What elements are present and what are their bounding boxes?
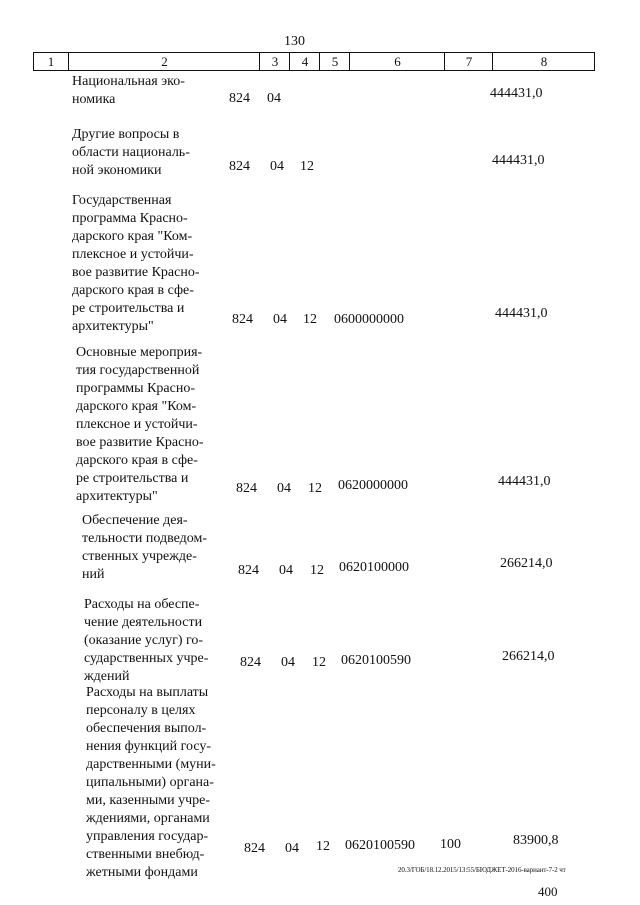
header-col-8: 8 — [492, 53, 595, 70]
cell-c3: 824 — [232, 312, 253, 327]
row-description: Расходы на выплаты персоналу в целях обеспечения выпол- нения функций госу- дарственными (муни- ципальными) органа- ми, казенными учре- ждениями, органами управления государ- ственными внебюд- жетными фондами — [86, 685, 216, 880]
cell-c6: 0620100000 — [339, 560, 409, 575]
cell-c3: 824 — [229, 159, 250, 174]
cell-c6: 0620100590 — [345, 838, 415, 853]
header-col-2: 2 — [68, 53, 260, 70]
cell-c4: 04 — [279, 563, 293, 578]
cell-c8: 444431,0 — [495, 306, 548, 321]
cell-c3: 824 — [238, 563, 259, 578]
cell-c5: 12 — [312, 655, 326, 670]
cell-c6: 0620000000 — [338, 478, 408, 493]
header-col-1: 1 — [47, 54, 55, 69]
cell-c3: 824 — [236, 481, 257, 496]
cell-c8: 266214,0 — [502, 649, 555, 664]
cell-c5: 12 — [316, 839, 330, 854]
table-header — [33, 52, 595, 71]
cell-c4: 04 — [270, 159, 284, 174]
cell-c4: 04 — [273, 312, 287, 327]
cell-c4: 04 — [277, 481, 291, 496]
row-description: Государственная программа Красно- дарского края "Ком- плексное и устойчи- вое развитие Красно- дарского края в сфе- ре строительства и архитектуры" — [72, 193, 200, 334]
cell-c5: 12 — [310, 563, 324, 578]
header-col-3: 3 — [259, 53, 290, 70]
row-description: Обеспечение дея- тельности подведом- ственных учрежде- ний — [82, 513, 208, 582]
page-number: 130 — [284, 34, 305, 49]
cell-c3: 824 — [229, 91, 250, 106]
cell-c8: 266214,0 — [500, 556, 553, 571]
cell-c3: 824 — [240, 655, 261, 670]
header-col-5: 5 — [319, 53, 350, 70]
row-description: Основные мероприя- тия государственной программы Красно- дарского края "Ком- плексное и устойчи- вое развитие Красно- дарского края в сфе- ре строительства и архитектуры" — [76, 345, 204, 504]
header-col-6: 6 — [349, 53, 445, 70]
cell-c3: 824 — [244, 841, 265, 856]
cell-c6: 0600000000 — [334, 312, 404, 327]
header-col-4: 4 — [289, 53, 320, 70]
cell-c5: 12 — [300, 159, 314, 174]
corner-mark: 400 — [538, 884, 558, 899]
cell-c4: 04 — [281, 655, 295, 670]
row-description: Национальная эко- номика — [72, 74, 185, 107]
cell-c8: 83900,8 — [513, 833, 559, 848]
cell-c4: 04 — [267, 91, 281, 106]
cell-c6: 0620100590 — [341, 653, 411, 668]
cell-c7: 100 — [440, 837, 461, 852]
row-description: Расходы на обеспе- чение деятельности (оказание услуг) го- сударственных учре- ждений — [84, 597, 209, 684]
cell-c8: 444431,0 — [498, 474, 551, 489]
cell-c5: 12 — [303, 312, 317, 327]
footer-stamp: 20.3/ГОБ/18.12.2015/13:55/БЮДЖЕТ-2016-вариант-7-2 чт — [398, 866, 566, 874]
header-col-7: 7 — [444, 53, 493, 70]
row-description: Другие вопросы в области националь- ной экономики — [72, 127, 190, 178]
cell-c5: 12 — [308, 481, 322, 496]
cell-c8: 444431,0 — [490, 86, 543, 101]
cell-c4: 04 — [285, 841, 299, 856]
cell-c8: 444431,0 — [492, 153, 545, 168]
